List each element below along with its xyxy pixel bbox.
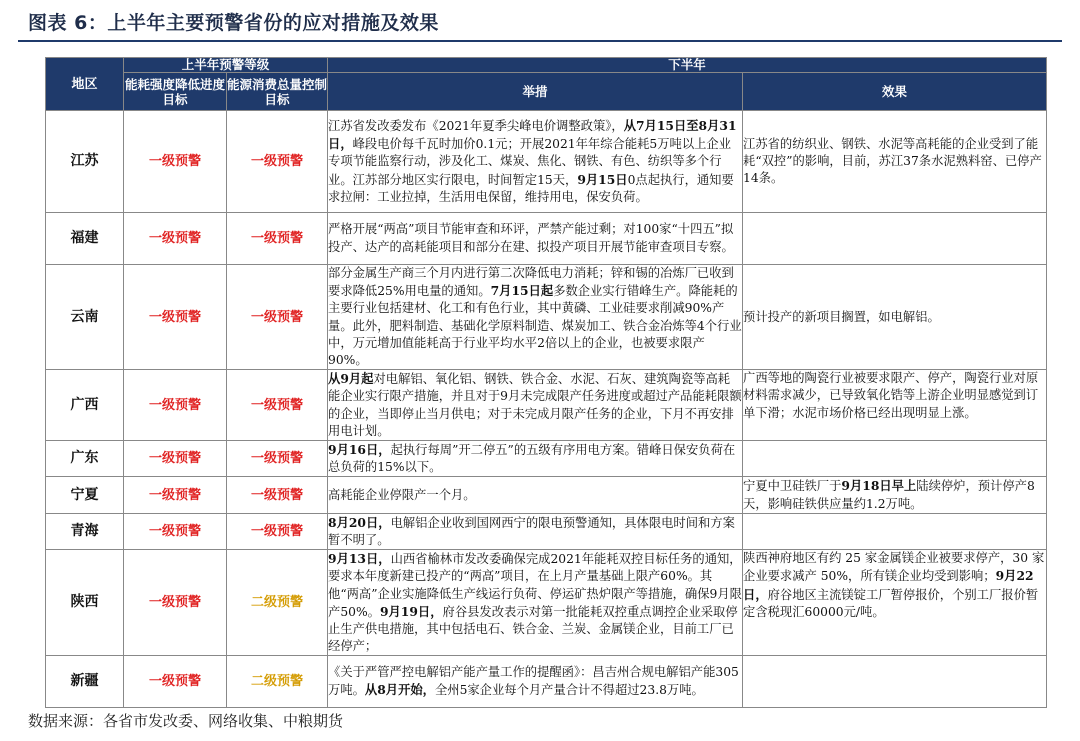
intensity-warning-level: 一级预警 — [124, 265, 227, 370]
intensity-warning-level: 一级预警 — [124, 441, 227, 477]
region-cell: 福建 — [46, 213, 124, 265]
figure-title: 图表 6：上半年主要预警省份的应对措施及效果 — [28, 12, 439, 34]
measures-cell — [328, 441, 743, 477]
header-measures: 举措 — [328, 73, 743, 111]
effect-cell — [743, 111, 1047, 213]
effect-cell — [743, 656, 1047, 708]
region-cell: 青海 — [46, 513, 124, 549]
text-segment: 山西省榆林市发改委确保完成2021年能耗双控目标任务的通知，要求本年度新建已投产的“两高”项目，在上月产量基础上限产60%。其他“两高”企业实施降低生产线运行负荷、停运矿热炉限产等措施，确保9月限产50%。 — [328, 552, 742, 619]
header-h2-group: 下半年 — [328, 58, 1047, 73]
total-warning-level: 一级预警 — [227, 111, 328, 213]
text-segment: 陆续停炉，预计停产8天，影响硅铁供应量约1.2万吨。 — [743, 479, 1035, 511]
text-segment: 宁夏中卫硅铁厂于 — [743, 479, 842, 494]
region-cell: 宁夏 — [46, 477, 124, 513]
intensity-warning-level: 一级预警 — [124, 550, 227, 656]
text-segment: 全州5家企业每个月产量合计不得超过23.8万吨。 — [434, 683, 704, 698]
total-warning-level: 一级预警 — [227, 441, 328, 477]
text-segment: 预计投产的新项目搁置，如电解铝。 — [743, 309, 940, 324]
intensity-warning-level: 一级预警 — [124, 111, 227, 213]
measures-cell — [328, 265, 743, 370]
text-segment: 江苏省的纺织业、钢铁、水泥等高耗能的企业受到了能耗“双控”的影响，目前，苏江37条水泥熟料窑、已停产14条。 — [743, 136, 1042, 186]
header-region: 地区 — [46, 58, 124, 111]
text-segment: 严格开展“两高”项目节能审查和环评，严禁产能过剩；对100家“十四五”拟投产、达产的高耗能项目和部分在建、拟投产项目开展节能审查项目专察。 — [328, 222, 734, 254]
total-warning-level: 一级预警 — [227, 513, 328, 549]
total-warning-level: 一级预警 — [227, 265, 328, 370]
table-row — [46, 513, 1047, 549]
title-rule — [18, 40, 1062, 42]
header-total-target: 能源消费总量控制目标 — [227, 73, 328, 111]
table-row — [46, 265, 1047, 370]
table-body — [46, 111, 1047, 708]
effect-cell — [743, 441, 1047, 477]
measures-table — [45, 57, 1047, 708]
text-segment: 0点起执行，通知要求拉闸：工业拉掉，生活用电保留，维持用电，保安负荷。 — [328, 172, 734, 204]
region-cell: 广西 — [46, 370, 124, 441]
measures-cell — [328, 477, 743, 513]
total-warning-level: 二级预警 — [227, 550, 328, 656]
highlight-date: 9月19日， — [379, 603, 443, 619]
table-row — [46, 111, 1047, 213]
text-segment: 江苏省发改委发布《2021年夏季尖峰电价调整政策》， — [328, 118, 624, 133]
effect-cell — [743, 550, 1047, 656]
intensity-warning-level: 一级预警 — [124, 656, 227, 708]
text-segment: 部分金属生产商三个月内进行第二次降低电力消耗；锌和锡的冶炼厂已收到要求降低25%用电量的通知。 — [328, 266, 734, 299]
table-row — [46, 441, 1047, 477]
intensity-warning-level: 一级预警 — [124, 477, 227, 513]
highlight-date: 9月18日早上 — [841, 478, 917, 494]
measures-cell — [328, 656, 743, 708]
text-segment: 高耗能企业停限产一个月。 — [328, 487, 476, 502]
measures-cell — [328, 111, 743, 213]
region-cell: 江苏 — [46, 111, 124, 213]
highlight-date: 9月16日， — [328, 442, 391, 458]
text-segment: 陕西神府地区有约 25 家金属镁企业被要求停产，30 家企业要求减产 50%，所有镁企业均受到影响； — [743, 551, 1045, 584]
highlight-date: 9月15日 — [577, 171, 628, 187]
effect-cell — [743, 213, 1047, 265]
highlight-date: 9月22日， — [743, 568, 1034, 602]
header-h1-group: 上半年预警等级 — [124, 58, 328, 73]
effect-cell — [743, 477, 1047, 513]
text-segment: 电解铝企业收到国网西宁的限电预警通知，具体限电时间和方案暂不明了。 — [328, 515, 735, 548]
measures-cell — [328, 513, 743, 549]
region-cell: 新疆 — [46, 656, 124, 708]
table-row — [46, 477, 1047, 513]
highlight-date: 从9月起 — [328, 371, 374, 387]
table-row — [46, 370, 1047, 441]
total-warning-level: 二级预警 — [227, 656, 328, 708]
effect-cell — [743, 513, 1047, 549]
highlight-date: 从7月15日至8月31日， — [328, 117, 737, 152]
text-segment: 多数企业实行错峰生产。降能耗的主要行业包括建材、化工和有色行业，其中黄磷、工业硅要求削减90%产量。此外，肥料制造、基础化学原料制造、煤炭加工、铁合金冶炼等4个行业中，万元增加值能耗高于行业平均水平2倍以上的企业，也被要求限产90%。 — [328, 284, 742, 368]
total-warning-level: 一级预警 — [227, 213, 328, 265]
header-effect: 效果 — [743, 73, 1047, 111]
region-cell: 陕西 — [46, 550, 124, 656]
data-source: 数据来源：各省市发改委、网络收集、中粮期货 — [28, 712, 344, 730]
text-segment: 起执行每周”开二停五”的五级有序用电方案。错峰日保安负荷在总负荷的15%以下。 — [328, 443, 736, 475]
measures-cell — [328, 213, 743, 265]
effect-cell — [743, 370, 1047, 441]
text-segment: 对电解铝、氧化铝、钢铁、铁合金、水泥、石灰、建筑陶瓷等高耗能企业实行限产措施，并且对于9月未完成限产任务进度或超过产品能耗限额的企业，当即停止当月供电；对于未完成月限产任务的企业，下月不再安排用电计划。 — [328, 372, 742, 438]
highlight-date: 7月15日起 — [490, 283, 554, 299]
header-intensity-target: 能耗强度降低进度目标 — [124, 73, 227, 111]
total-warning-level: 一级预警 — [227, 477, 328, 513]
text-segment: 府谷县发改表示对第一批能耗双控重点调控企业采取停止生产供电措施，其中包括电石、铁合金、兰炭、金属镁企业，目前工厂已经停产； — [328, 604, 738, 654]
intensity-warning-level: 一级预警 — [124, 370, 227, 441]
text-segment: 府谷地区主流镁锭工厂暂停报价，个别工厂报价暂定含税现汇60000元/吨。 — [743, 587, 1039, 619]
text-segment: 峰段电价每千瓦时加价0.1元；开展2021年年综合能耗5万吨以上企业专项节能监察行动，涉及化工、煤炭、焦化、钢铁、有色、纺织等多个行业。江苏部分地区实行限电，时间暂定15天， — [328, 137, 732, 187]
table-row — [46, 550, 1047, 656]
highlight-date: 从8月开始， — [364, 682, 435, 698]
measures-cell — [328, 370, 743, 441]
highlight-date: 9月13日， — [328, 551, 391, 567]
effect-cell — [743, 265, 1047, 370]
text-segment: 《关于严管严控电解铝产能产量工作的提醒函》：昌吉州合规电解铝产能305万吨。 — [328, 665, 739, 698]
table-row — [46, 213, 1047, 265]
intensity-warning-level: 一级预警 — [124, 213, 227, 265]
highlight-date: 8月20日， — [328, 514, 391, 530]
measures-cell — [328, 550, 743, 656]
total-warning-level: 一级预警 — [227, 370, 328, 441]
region-cell: 广东 — [46, 441, 124, 477]
region-cell: 云南 — [46, 265, 124, 370]
table-row — [46, 656, 1047, 708]
intensity-warning-level: 一级预警 — [124, 513, 227, 549]
text-segment: 广西等地的陶瓷行业被要求限产、停产，陶瓷行业对原材料需求减少，已导致氧化锆等上游企业明显感觉到订单下滑；水泥市场价格已经出现明显上涨。 — [743, 371, 1039, 420]
